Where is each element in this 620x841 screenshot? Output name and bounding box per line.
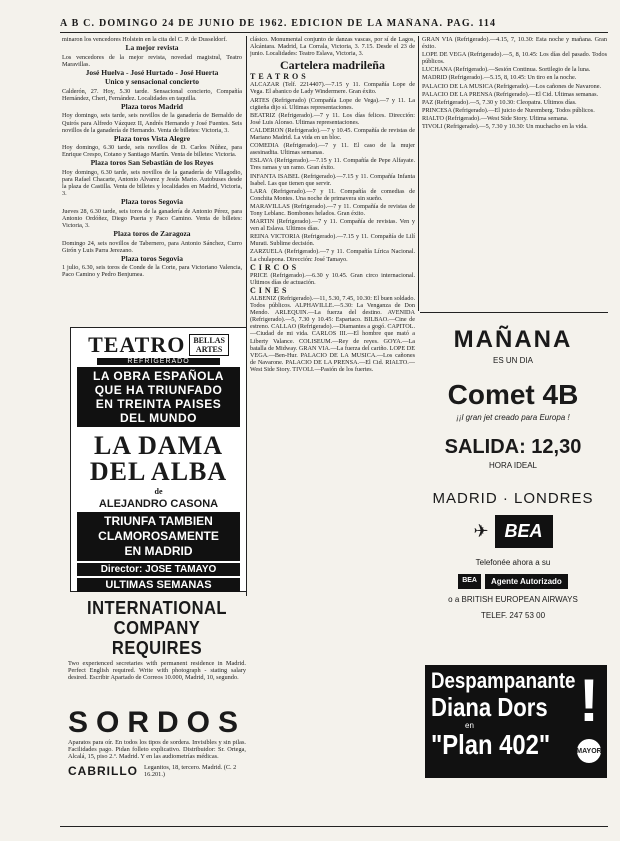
listing-entry: LARA (Refrigerado).—7 y 11. Compañía de comedias de Conchita Montes. Una noche de primavera sin sueño. bbox=[250, 187, 415, 202]
section-heading: Plaza toros de Zaragoza bbox=[113, 229, 191, 239]
artes-word: ARTES bbox=[195, 345, 223, 354]
sordos-body: Aparatos para oír. En todos los tipos de sordera. Invisibles y sin pilas. Facilidades pago. Pidan folleto explicativo. Distribuidor: Sr. Ortega, Alcalá, 15, piso 2.º. Madrid. Y en las audiometrías médicas. bbox=[68, 739, 246, 761]
column-rule-right bbox=[418, 36, 419, 311]
en-word: en bbox=[465, 721, 474, 730]
obra-line: QUE HA TRIUNFADO bbox=[94, 383, 223, 397]
section-text: Hoy domingo, seis tarde, seis novillos de la ganadería de Bernaldo de Quirós para Alfredo Vázquez II, Andrés Hernando y José Fuentes. Seis novillos de la ganadería de Hernando. Venta de billetes: Victoria, 3. bbox=[62, 112, 242, 134]
page-header: A B C. DOMINGO 24 DE JUNIO DE 1962. EDICION DE LA MAÑANA. PAG. 114 bbox=[60, 18, 608, 33]
exclamation-mark: ! bbox=[579, 667, 599, 734]
listing-entry: TIVOLI (Refrigerado).—5, 7.30 y 10.30: Un muchacho en la vida. bbox=[422, 123, 588, 131]
section-text: minaron los vencedores Holstein en la cita del C. P. de Dusseldorf. bbox=[62, 36, 227, 43]
salida-time: SALIDA: 12,30 bbox=[444, 436, 582, 458]
listing-entry: CALDERON (Refrigerado).—7 y 10.45. Compañía de revistas de Mariano Madrid. La vida en un bloc. bbox=[250, 126, 415, 142]
agent-bea-logo: BEA bbox=[458, 574, 481, 589]
section-heading: Plaza toros Madrid bbox=[121, 101, 183, 111]
listing-entry: MADRID (Refrigerado).—5.15, 8, 10.45: Un tiro en la noche. bbox=[422, 74, 577, 82]
intl-body: Two experienced secretaries with permanent residence in Madrid. Perfect English required. Write with photograph - stating salary desired. Escribir Apartado de Correos 10.000, Madrid, 10, segundo. bbox=[68, 660, 246, 682]
obra-block bbox=[77, 367, 240, 427]
right-column-bottom-rule bbox=[420, 312, 608, 313]
listing-entry: BEATRIZ (Refrigerado).—7 y 11. Los días felices. Dirección: José Luis Alonso. Ultimas representaciones. bbox=[250, 111, 415, 126]
sordos-ad bbox=[68, 707, 246, 817]
section-heading: Unico y sensacional concierto bbox=[105, 77, 199, 87]
section-heading: Plaza toros San Sebastián de los Reyes bbox=[90, 158, 214, 168]
diana-dors-name: Diana Dors bbox=[431, 692, 548, 722]
play-title-line-1: LA DAMA bbox=[93, 431, 224, 460]
bea-telephone: TELEF. 247 53 00 bbox=[480, 611, 546, 620]
middle-column bbox=[250, 36, 415, 826]
obra-line: DEL MUNDO bbox=[120, 411, 197, 425]
section-text: Calderón, 27. Hoy, 5.30 tarde. Sensacional concierto, Compañía Hernández, Cheri, Fernández. Localidades en taquilla. bbox=[62, 87, 242, 102]
listing-entry: PALACIO DE LA MUSICA (Refrigerado).—Los cañones de Navarone. bbox=[422, 82, 601, 90]
agente-autorizado: Agente Autorizado bbox=[485, 574, 568, 589]
listing-entry: COMEDIA (Refrigerado).—7 y 11. El caso de la mujer asesinadita. Ultimas semanas. bbox=[250, 142, 415, 157]
listing-entry: PAZ (Refrigerado).—5, 7.30 y 10.30: Cleopatra. Ultimos días. bbox=[422, 98, 577, 106]
sordos-title: SORDOS bbox=[68, 706, 247, 739]
circos-text: PRICE (Refrigerado).—6.30 y 10.45. Gran circo internacional. Ultimos días de actuación. bbox=[250, 271, 415, 286]
section-text: Domingo 24, seis novillos de Tabernero, para Antonio Sánchez, Curro Girón y Luis Parra Jerezano. bbox=[62, 239, 242, 254]
teatros-label: TEATROS bbox=[250, 72, 309, 82]
intl-title-1: INTERNATIONAL bbox=[87, 598, 227, 618]
bellas-word: BELLAS bbox=[193, 336, 225, 345]
play-title bbox=[71, 433, 246, 485]
right-column bbox=[422, 36, 607, 308]
section-heading: Plaza toros Segovia bbox=[121, 197, 183, 207]
triunfa-block bbox=[77, 512, 240, 561]
cartelera-title: Cartelera madrileña bbox=[280, 58, 385, 73]
cines-label: CINES bbox=[250, 285, 290, 295]
listing-entry: INFANTA ISABEL (Refrigerado).—7.15 y 11. Compañía Infanta Isabel. Las que tienen que servir. bbox=[250, 172, 415, 187]
listing-entry: ZARZUELA (Refrigerado).—7 y 11. Compañía Lírica Nacional. La chulapona. Dirección: José Tamayo. bbox=[250, 248, 415, 263]
airplane-icon: ✈ bbox=[473, 521, 489, 541]
mayores-badge: MAYOR bbox=[576, 738, 602, 764]
cabrillo-line bbox=[68, 764, 246, 778]
obra-line: EN TREINTA PAISES bbox=[95, 397, 222, 411]
triunfa-line: TRIUNFA TAMBIEN bbox=[104, 514, 213, 528]
section-heading: José Huelva - José Hurtado - José Huerta bbox=[85, 67, 219, 77]
hora-ideal: HORA IDEAL bbox=[488, 461, 537, 470]
intl-title-2: COMPANY REQUIRES bbox=[111, 618, 203, 658]
international-company-ad bbox=[68, 598, 246, 703]
listing-entry: LOPE DE VEGA (Refrigerado).—5, 8, 10.45: Los días del pasado. Todos públicos. bbox=[422, 51, 607, 66]
section-heading: Plaza toros Segovia bbox=[121, 253, 183, 263]
obra-line: LA OBRA ESPAÑOLA bbox=[93, 369, 224, 383]
listing-entry: ALCAZAR (Telf. 2214407).—7.15 y 11. Compañía Lope de Vega. El abanico de Lady Windermere. Gran éxito. bbox=[250, 81, 415, 96]
section-text: Hoy domingo, 6.30 tarde, seis novillos de la ganadería de Villagodio, para Rafael Chacarte, Antonio Alvarez y Jesús Mario. Autobuses desde la plaza de Castilla. Venta de billetes y localidades en Madrid, Victoria, 3. bbox=[62, 168, 242, 198]
listing-entry: PALACIO DE LA PRENSA (Refrigerado).—El Cid. Ultimas semanas. bbox=[422, 90, 599, 98]
manana-heading: MAÑANA bbox=[453, 326, 573, 353]
cabrillo-name: CABRILLO bbox=[68, 763, 138, 778]
teatro-bellas-artes-ad bbox=[70, 327, 247, 592]
circos-label: CIRCOS bbox=[250, 262, 300, 272]
bea-comet-ad bbox=[418, 318, 608, 648]
triunfa-line: CLAMOROSAMENTE bbox=[98, 529, 219, 543]
listing-entry: ESLAVA (Refrigerado).—7.15 y 11. Compañía de Pepe Alfayate. Tres ramas y un ramo. Gran éxito. bbox=[250, 157, 415, 172]
route-madrid-londres: MADRID · LONDRES bbox=[432, 490, 594, 507]
bea-logo: BEA bbox=[495, 515, 553, 548]
plan-402-title: "Plan 402" bbox=[431, 729, 551, 760]
section-text: Jueves 28, 6.30 tarde, seis toros de la ganadería de Antonio Pérez, para Antonio Ordóñez, Diego Puerta y Paco Camino. Venta de billetes: Victoria, 3. bbox=[62, 207, 242, 229]
diana-dors-ad bbox=[425, 665, 607, 778]
british-european-airways: o a BRITISH EUROPEAN AIRWAYS bbox=[448, 595, 578, 604]
ultimas-semanas: ULTIMAS SEMANAS bbox=[77, 578, 240, 592]
agente-autorizado-row bbox=[418, 574, 608, 589]
listing-entry: REINA VICTORIA (Refrigerado).—7.15 y 11. Compañía de Lilí Murati. Sublime decisión. bbox=[250, 233, 415, 248]
listing-entry: GRAN VIA (Refrigerado).—4.15, 7, 10.30: Esta noche y mañana. Gran éxito. bbox=[422, 36, 607, 51]
section-text: 1 julio, 6.30, seis toros de Conde de la Corte, para Victoriano Valencia, Paco Camino y Pedro Benjumea. bbox=[62, 264, 242, 279]
section-text: Los vencedores de la mejor revista, novedad magistral, Teatro Maravillas. bbox=[62, 53, 242, 68]
listing-entry: PRINCESA (Refrigerado).—El juicio de Nuremberg. Todos públicos. bbox=[422, 106, 595, 114]
teatro-word: TEATRO bbox=[88, 332, 186, 357]
cines-text: ALBENIZ (Refrigerado).—11, 5.30, 7.45, 10.30: El buen soldado. Todos públicos. ALPHAVILLE.—5.30: La Venganza de Don Mendo. ARLEQUIN.—La fuerza del destino. AVENIDA (Refrigerado).—5, 7.30 y 10.45: Espartaco. BILBAO.—Cine de estreno. CALLAO (Refrigerado).—Diamantes a gogó. CAPITOL.—Ciudad de mi vida. CARLOS III.—El hombre que mató a Liberty Valance. COLISEUM.—Rey de reyes. GOYA.—La batalla de Midway. GRAN VIA.—La fuerza del cariño. LOPE DE VEGA.—Ben-Hur. PALACIO DE LA MUSICA.—Los cañones de Navarone. PALACIO DE LA PRENSA.—El Cid. RIALTO.—West Side Story. TIVOLI.—Pasión de los fuertes. bbox=[250, 295, 415, 373]
comet-4b: Comet 4B bbox=[447, 379, 579, 410]
despampanante: Despampanante bbox=[431, 668, 576, 693]
es-un-dia: ES UN DIA bbox=[492, 356, 533, 365]
director-line: Director: JOSE TAMAYO bbox=[77, 563, 240, 576]
de-word: de bbox=[154, 487, 163, 496]
gran-jet-tagline: ¡¡l gran jet creado para Europa ! bbox=[456, 413, 570, 422]
middle-top-text: clásico. Monumental conjunto de danzas vascas, por sí de Lagos, Alcántara. Madrid, La Corrala, Victoria, 3. 7.15. Desde el 23 de junio. Localidades: Teatro Eslava, Victoria, 3. bbox=[250, 36, 415, 58]
listing-entry: MARTIN (Refrigerado).—7 y 11. Compañía de revistas. Ven y ven al Eslava. Ultimos días. bbox=[250, 218, 415, 233]
listing-entry: MARAVILLAS (Refrigerado).—7 y 11. Compañía de revistas de Tony Leblanc. Bombones helados. Gran éxito. bbox=[250, 202, 415, 217]
listing-entry: RIALTO (Refrigerado).—West Side Story. Ultima semana. bbox=[422, 114, 569, 122]
bellas-artes-box bbox=[189, 334, 229, 356]
section-text: Hoy domingo, 6.30 tarde, seis novillos de D. Carlos Núñez, para Enrique Crespo, Cotano y Santiago Martín. Venta de billetes: Victoria. bbox=[62, 144, 242, 159]
play-title-line-2: DEL ALBA bbox=[89, 457, 228, 486]
refrigerado-label: REFRIGERADO bbox=[97, 358, 220, 365]
teatros-list bbox=[250, 81, 415, 262]
cabrillo-address: Leganitos, 18, tercero. Madrid. (C. 2 16.201.) bbox=[144, 763, 237, 778]
listing-entry: LUCHANA (Refrigerado).—Sesión Continua. Sortilegio de la luna. bbox=[422, 66, 591, 74]
bottom-rule bbox=[60, 826, 608, 827]
listing-entry: ARTES (Refrigerado) (Compañía Lope de Vega).—7 y 11. La cigüeña dijo sí. Ultimas representaciones. bbox=[250, 96, 415, 111]
left-column bbox=[62, 36, 242, 320]
author-name: ALEJANDRO CASONA bbox=[98, 498, 219, 510]
section-heading: La mejor revista bbox=[125, 43, 179, 53]
bea-logo-row bbox=[418, 515, 608, 548]
telefonee-text: Telefonée ahora a su bbox=[475, 558, 551, 567]
triunfa-line: EN MADRID bbox=[124, 544, 193, 558]
section-heading: Plaza toros Vista Alegre bbox=[113, 133, 191, 143]
